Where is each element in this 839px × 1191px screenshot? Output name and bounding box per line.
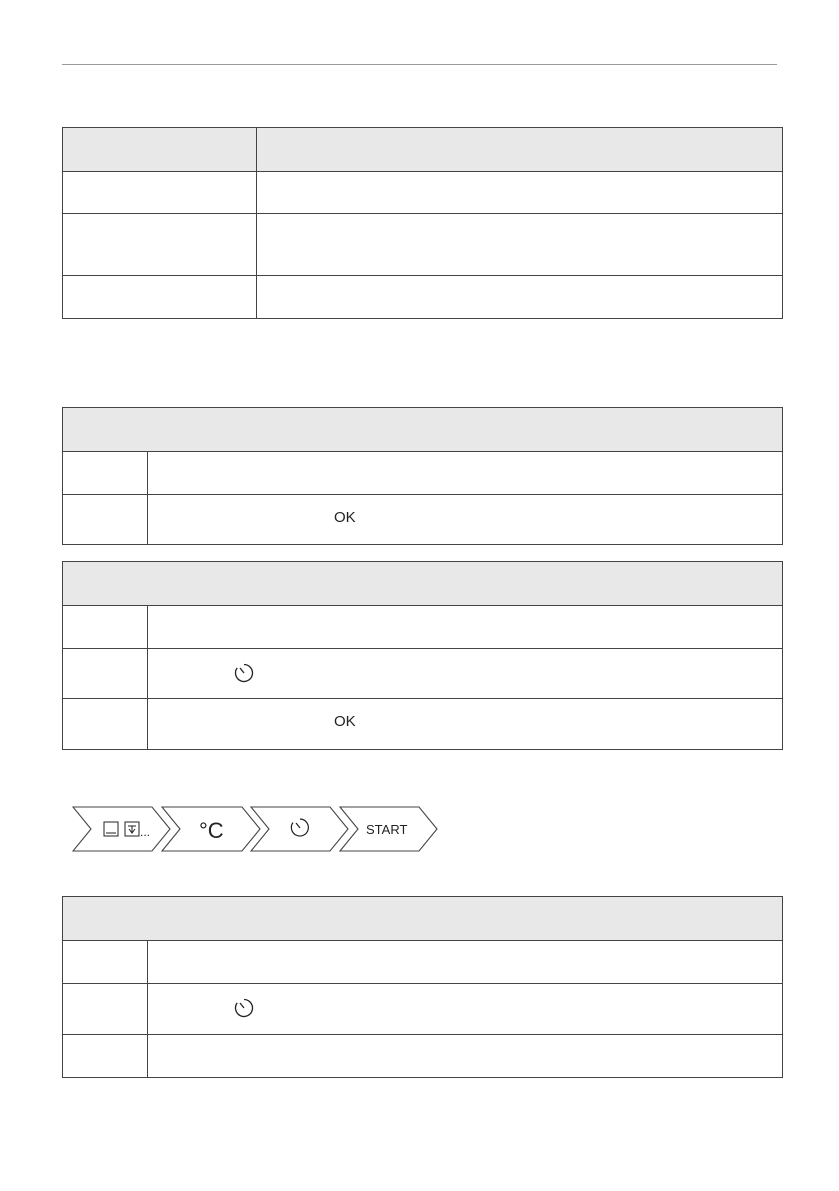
timer-icon [291,819,308,836]
table-row [63,495,783,545]
table-cell [257,214,783,276]
step-number-cell [63,699,148,750]
header-rule [62,64,777,65]
step-number-cell [63,606,148,649]
ok-button-label: OK [334,713,356,730]
table-cell [257,172,783,214]
oven-function-icon [104,822,139,836]
table-header-row [63,562,783,606]
table-row [63,699,783,750]
table-row [63,941,783,984]
step-number-cell [63,495,148,545]
table-row [63,452,783,495]
start-label: START [366,822,408,837]
table-header-cell [63,408,783,452]
table-header-cell [257,128,783,172]
steps-table-1 [62,407,783,545]
table-header-row [63,408,783,452]
table-row [63,1035,783,1078]
step-text-cell [148,1035,783,1078]
table-row [63,649,783,699]
step-number-cell [63,649,148,699]
table-1 [62,127,783,319]
steps-table-2 [62,561,783,750]
flow-ellipsis: ... [140,825,151,839]
timer-icon [232,661,256,685]
step-number-cell [63,452,148,495]
table-header-cell [63,562,783,606]
step-number-cell [63,1035,148,1078]
steps-table-3 [62,896,783,1078]
ok-button-label: OK [334,509,356,526]
step-text-cell [148,606,783,649]
table-row [63,606,783,649]
table-header-row [63,897,783,941]
step-number-cell [63,984,148,1035]
timer-icon [232,996,256,1020]
table-row [63,172,783,214]
table-header-cell [63,897,783,941]
table-header-row [63,128,783,172]
step-text-cell [148,941,783,984]
table-cell [63,276,257,319]
step-number-cell [63,941,148,984]
flow-step-timer [251,807,348,851]
step-text-cell [148,699,783,750]
table-cell [63,172,257,214]
step-text-cell [148,452,783,495]
table-cell [63,214,257,276]
flow-step-function [73,807,170,851]
table-row [63,214,783,276]
temperature-label: °C [199,818,224,843]
table-row [63,276,783,319]
table-header-cell [63,128,257,172]
program-flow-diagram [72,805,442,855]
table-cell [257,276,783,319]
table-row [63,984,783,1035]
step-text-cell [148,495,783,545]
